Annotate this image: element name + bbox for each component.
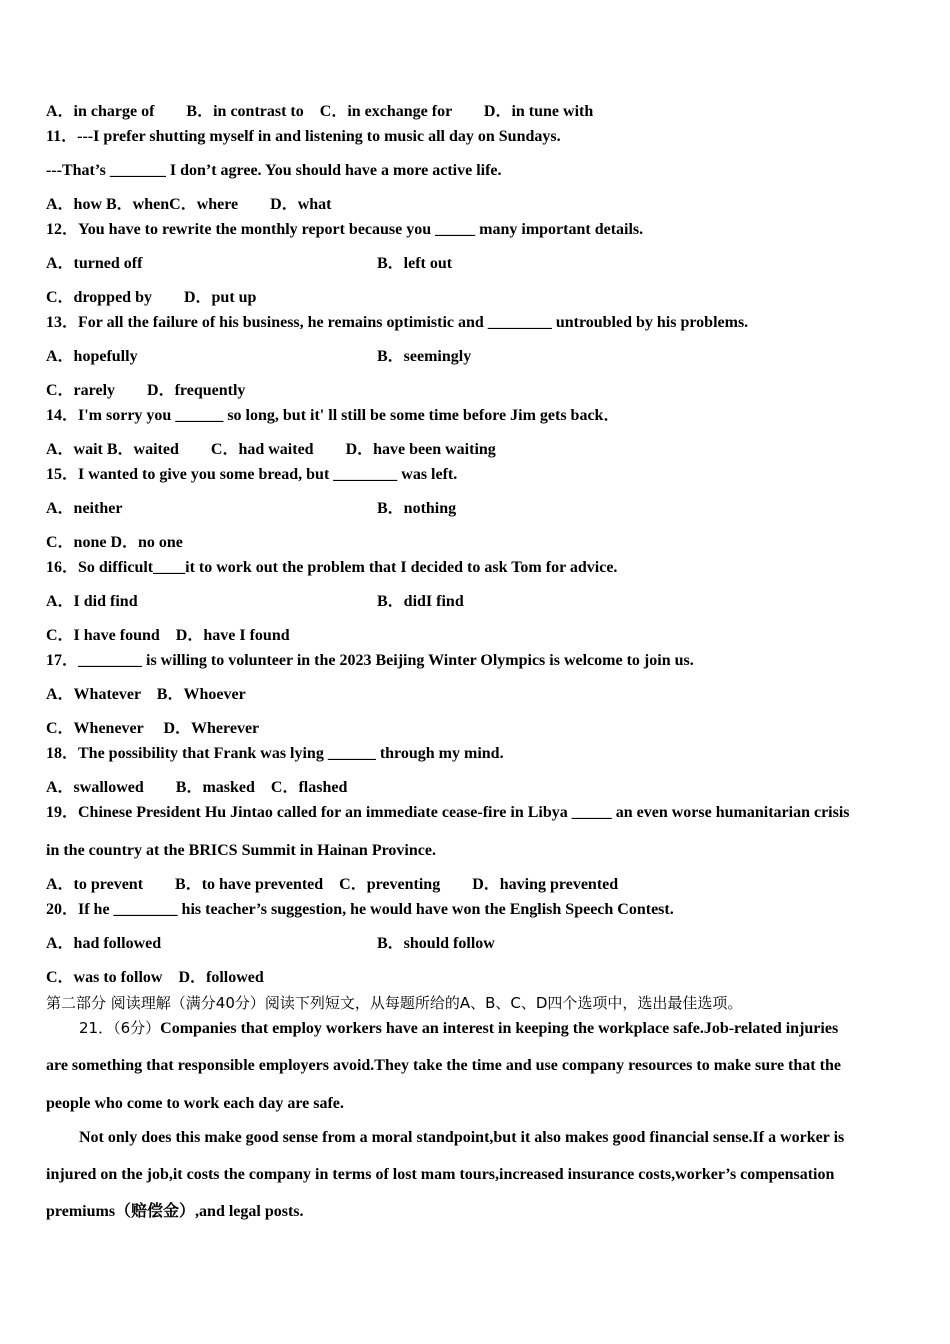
q17-stem: 17．________ is willing to volunteer in the 2023 Beijing Winter Olympics is welcome to join us. xyxy=(46,652,694,669)
q11-stem: 11．---I prefer shutting myself in and listening to music all day on Sundays. xyxy=(46,128,561,145)
q20-option-a: A．had followed xyxy=(46,935,162,952)
q19-stem: 19．Chinese President Hu Jintao called for an immediate cease-fire in Libya _____ an even worse humanitarian crisis xyxy=(46,804,850,821)
q21-number: 21．（6分） xyxy=(79,1019,161,1037)
passage-para1-line1 xyxy=(79,1018,838,1039)
q12-option-b: B．left out xyxy=(377,255,453,272)
q13-options-ab xyxy=(46,347,472,367)
q20-option-b: B．should follow xyxy=(377,935,495,952)
q10-options: A．in charge of B．in contrast to C．in exchange for D．in tune with xyxy=(46,103,594,120)
passage-para1-line3: people who come to work each day are safe. xyxy=(46,1095,344,1112)
q12-options-cd: C．dropped by D．put up xyxy=(46,289,257,306)
q12-options-ab xyxy=(46,254,453,274)
q19-stem-cont: in the country at the BRICS Summit in Hainan Province. xyxy=(46,842,436,859)
q15-option-b: B．nothing xyxy=(377,500,457,517)
q18-stem: 18．The possibility that Frank was lying ______ through my mind. xyxy=(46,745,504,762)
q17-options-cd: C．Whenever D．Wherever xyxy=(46,720,260,737)
passage-para2-line2: injured on the job,it costs the company in terms of lost mam tours,increased insurance costs,worker’s compensation xyxy=(46,1166,835,1183)
q12-option-a: A．turned off xyxy=(46,255,143,272)
passage-para2-line1: Not only does this make good sense from a moral standpoint,but it also makes good financial sense.If a worker is xyxy=(79,1129,845,1146)
q11-options: A．how B．whenC．where D．what xyxy=(46,196,332,213)
q16-stem: 16．So difficult____it to work out the problem that I decided to ask Tom for advice. xyxy=(46,559,618,576)
q15-options-cd: C．none D．no one xyxy=(46,534,183,551)
q16-options-ab xyxy=(46,592,464,612)
q18-options: A．swallowed B．masked C．flashed xyxy=(46,779,348,796)
passage-text: Companies that employ workers have an interest in keeping the workplace safe.Job-related injuries xyxy=(160,1020,839,1037)
q16-options-cd: C．I have found D．have I found xyxy=(46,627,290,644)
q17-options-ab: A．Whatever B．Whoever xyxy=(46,686,246,703)
q20-stem: 20．If he ________ his teacher’s suggestion, he would have won the English Speech Contest. xyxy=(46,901,674,918)
q16-option-b: B．didI find xyxy=(377,593,464,610)
passage-para2-line3: premiums（赔偿金）,and legal posts. xyxy=(46,1203,304,1220)
q15-options-ab xyxy=(46,499,457,519)
q15-option-a: A．neither xyxy=(46,500,123,517)
q13-stem: 13．For all the failure of his business, he remains optimistic and ________ untroubled by his problems. xyxy=(46,314,749,331)
section-heading: 第二部分 阅读理解（满分40分）阅读下列短文，从每题所给的A、B、C、D四个选项中，选出最佳选项。 xyxy=(46,994,743,1012)
passage-para1-line2: are something that responsible employers avoid.They take the time and use company resources to make sure that the xyxy=(46,1057,841,1074)
q19-options: A．to prevent B．to have prevented C．preventing D．having prevented xyxy=(46,876,619,893)
q14-options: A．wait B．waited C．had waited D．have been waiting xyxy=(46,441,496,458)
q12-stem: 12．You have to rewrite the monthly report because you _____ many important details. xyxy=(46,221,644,238)
q16-option-a: A．I did find xyxy=(46,593,138,610)
q15-stem: 15．I wanted to give you some bread, but ________ was left. xyxy=(46,466,458,483)
q13-option-a: A．hopefully xyxy=(46,348,138,365)
q11-reply: ---That’s _______ I don’t agree. You should have a more active life. xyxy=(46,162,502,179)
q13-option-b: B．seemingly xyxy=(377,348,472,365)
q20-options-cd: C．was to follow D．followed xyxy=(46,969,264,986)
q20-options-ab xyxy=(46,934,495,954)
q14-stem: 14．I'm sorry you ______ so long, but it' ll still be some time before Jim gets back． xyxy=(46,407,620,424)
q13-options-cd: C．rarely D．frequently xyxy=(46,382,246,399)
